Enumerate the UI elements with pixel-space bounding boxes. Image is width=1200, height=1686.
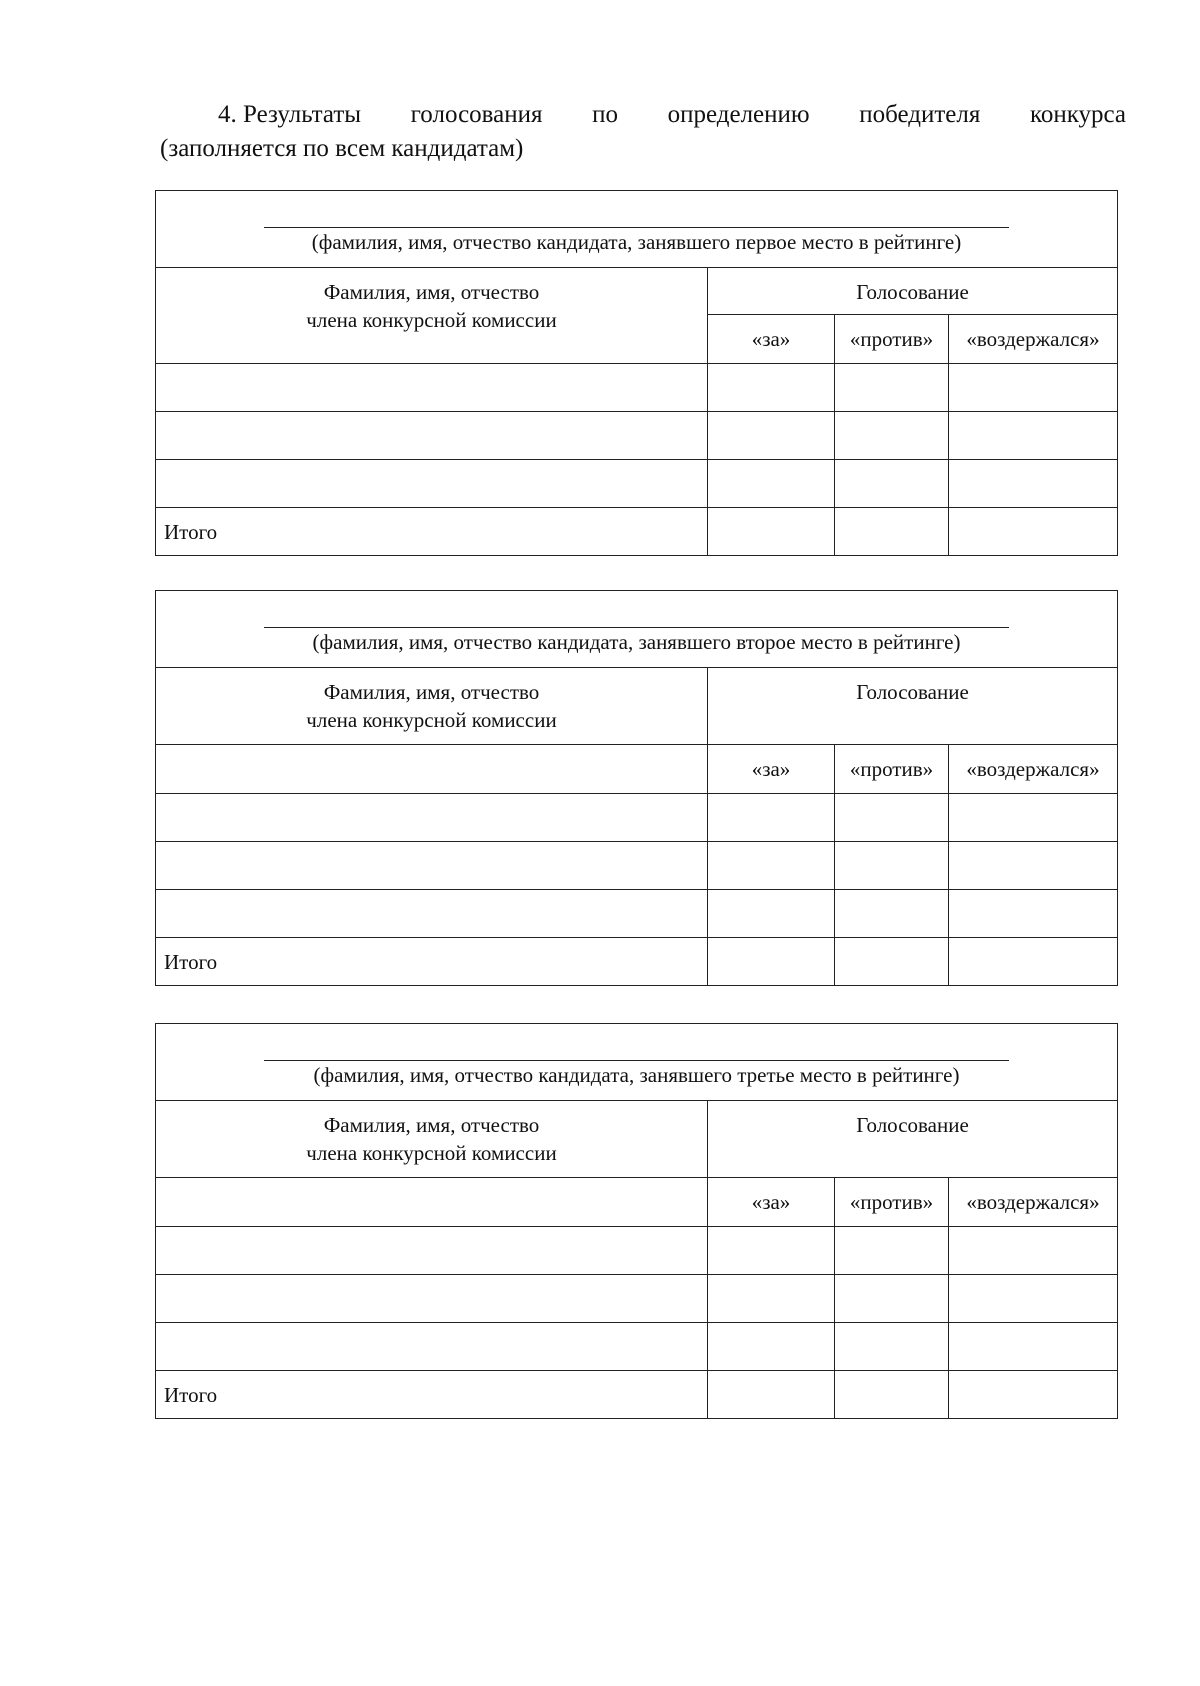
- abstained-cell[interactable]: [949, 842, 1118, 890]
- total-row: [156, 1371, 1118, 1419]
- vote-table-second-place: [155, 590, 1117, 986]
- for-cell[interactable]: [708, 412, 835, 460]
- against-cell[interactable]: [835, 460, 949, 508]
- heading-word: по: [592, 101, 618, 128]
- against-cell[interactable]: [835, 890, 949, 938]
- candidate-caption: (фамилия, имя, отчество кандидата, занявшего первое место в рейтинге): [311, 230, 962, 254]
- voting-column-header: Голосование: [708, 268, 1118, 315]
- member-name-cell[interactable]: [156, 1227, 708, 1275]
- member-name-cell[interactable]: [156, 745, 708, 794]
- table-row: [156, 364, 1118, 412]
- abstained-cell[interactable]: [949, 1323, 1118, 1371]
- table-row: [156, 1275, 1118, 1323]
- vote-table-third-place: [155, 1023, 1117, 1419]
- table-row: [156, 1227, 1118, 1275]
- section-heading: [160, 98, 1126, 166]
- table-row: [156, 794, 1118, 842]
- total-for-cell[interactable]: [708, 1371, 835, 1419]
- heading-word: 4. Результаты: [218, 101, 362, 128]
- abstained-column-header: «воздержался»: [949, 1178, 1118, 1227]
- for-column-header: «за»: [708, 745, 835, 794]
- for-cell[interactable]: [708, 1227, 835, 1275]
- heading-line-2: (заполняется по всем кандидатам): [160, 135, 524, 162]
- for-cell[interactable]: [708, 794, 835, 842]
- candidate-caption: (фамилия, имя, отчество кандидата, занявшего второе место в рейтинге): [312, 630, 961, 654]
- member-name-cell[interactable]: [156, 842, 708, 890]
- against-cell[interactable]: [835, 1323, 949, 1371]
- voting-column-header: Голосование: [708, 668, 1118, 745]
- against-cell[interactable]: [835, 794, 949, 842]
- candidate-name-field[interactable]: [156, 1024, 1118, 1101]
- abstained-cell[interactable]: [949, 1275, 1118, 1323]
- candidate-caption: (фамилия, имя, отчество кандидата, занявшего третье место в рейтинге): [313, 1063, 960, 1087]
- for-column-header: «за»: [708, 315, 835, 364]
- table-row: [156, 842, 1118, 890]
- abstained-cell[interactable]: [949, 364, 1118, 412]
- total-label: Итого: [156, 938, 708, 986]
- for-cell[interactable]: [708, 890, 835, 938]
- candidate-name-field[interactable]: [156, 191, 1118, 268]
- abstained-cell[interactable]: [949, 1227, 1118, 1275]
- against-cell[interactable]: [835, 1275, 949, 1323]
- member-name-cell[interactable]: [156, 460, 708, 508]
- for-cell[interactable]: [708, 842, 835, 890]
- for-cell[interactable]: [708, 364, 835, 412]
- for-cell[interactable]: [708, 460, 835, 508]
- abstained-cell[interactable]: [949, 890, 1118, 938]
- against-cell[interactable]: [835, 412, 949, 460]
- for-cell[interactable]: [708, 1323, 835, 1371]
- table-row: [156, 412, 1118, 460]
- heading-word: победителя: [859, 101, 981, 128]
- for-cell[interactable]: [708, 1275, 835, 1323]
- vote-table-first-place: [155, 190, 1117, 556]
- member-name-cell[interactable]: [156, 890, 708, 938]
- against-column-header: «против»: [835, 315, 949, 364]
- abstained-cell[interactable]: [949, 794, 1118, 842]
- member-name-cell[interactable]: [156, 412, 708, 460]
- total-abstained-cell[interactable]: [949, 508, 1118, 556]
- heading-word: голосования: [410, 101, 543, 128]
- member-name-cell[interactable]: [156, 794, 708, 842]
- heading-word: конкурса: [1029, 101, 1126, 128]
- abstained-column-header: «воздержался»: [949, 315, 1118, 364]
- member-name-cell[interactable]: [156, 1275, 708, 1323]
- member-name-cell[interactable]: [156, 1323, 708, 1371]
- for-column-header: «за»: [708, 1178, 835, 1227]
- total-abstained-cell[interactable]: [949, 1371, 1118, 1419]
- against-column-header: «против»: [835, 1178, 949, 1227]
- total-for-cell[interactable]: [708, 508, 835, 556]
- table-row: [156, 1323, 1118, 1371]
- table-row: [156, 890, 1118, 938]
- voting-column-header: Голосование: [708, 1101, 1118, 1178]
- heading-line-1: [160, 98, 1126, 132]
- candidate-name-field[interactable]: [156, 591, 1118, 668]
- total-row: [156, 938, 1118, 986]
- against-cell[interactable]: [835, 1227, 949, 1275]
- total-against-cell[interactable]: [835, 1371, 949, 1419]
- member-name-cell[interactable]: [156, 1178, 708, 1227]
- total-abstained-cell[interactable]: [949, 938, 1118, 986]
- total-against-cell[interactable]: [835, 938, 949, 986]
- member-column-header: Фамилия, имя, отчество члена конкурсной комиссии: [156, 1101, 708, 1178]
- total-label: Итого: [156, 1371, 708, 1419]
- against-column-header: «против»: [835, 745, 949, 794]
- against-cell[interactable]: [835, 364, 949, 412]
- abstained-cell[interactable]: [949, 460, 1118, 508]
- member-column-header: Фамилия, имя, отчество члена конкурсной комиссии: [156, 668, 708, 745]
- member-column-header: Фамилия, имя, отчество члена конкурсной комиссии: [156, 268, 708, 364]
- table-row: [156, 460, 1118, 508]
- total-for-cell[interactable]: [708, 938, 835, 986]
- total-label: Итого: [156, 508, 708, 556]
- total-row: [156, 508, 1118, 556]
- member-name-cell[interactable]: [156, 364, 708, 412]
- total-against-cell[interactable]: [835, 508, 949, 556]
- abstained-column-header: «воздержался»: [949, 745, 1118, 794]
- against-cell[interactable]: [835, 842, 949, 890]
- heading-word: определению: [667, 101, 810, 128]
- abstained-cell[interactable]: [949, 412, 1118, 460]
